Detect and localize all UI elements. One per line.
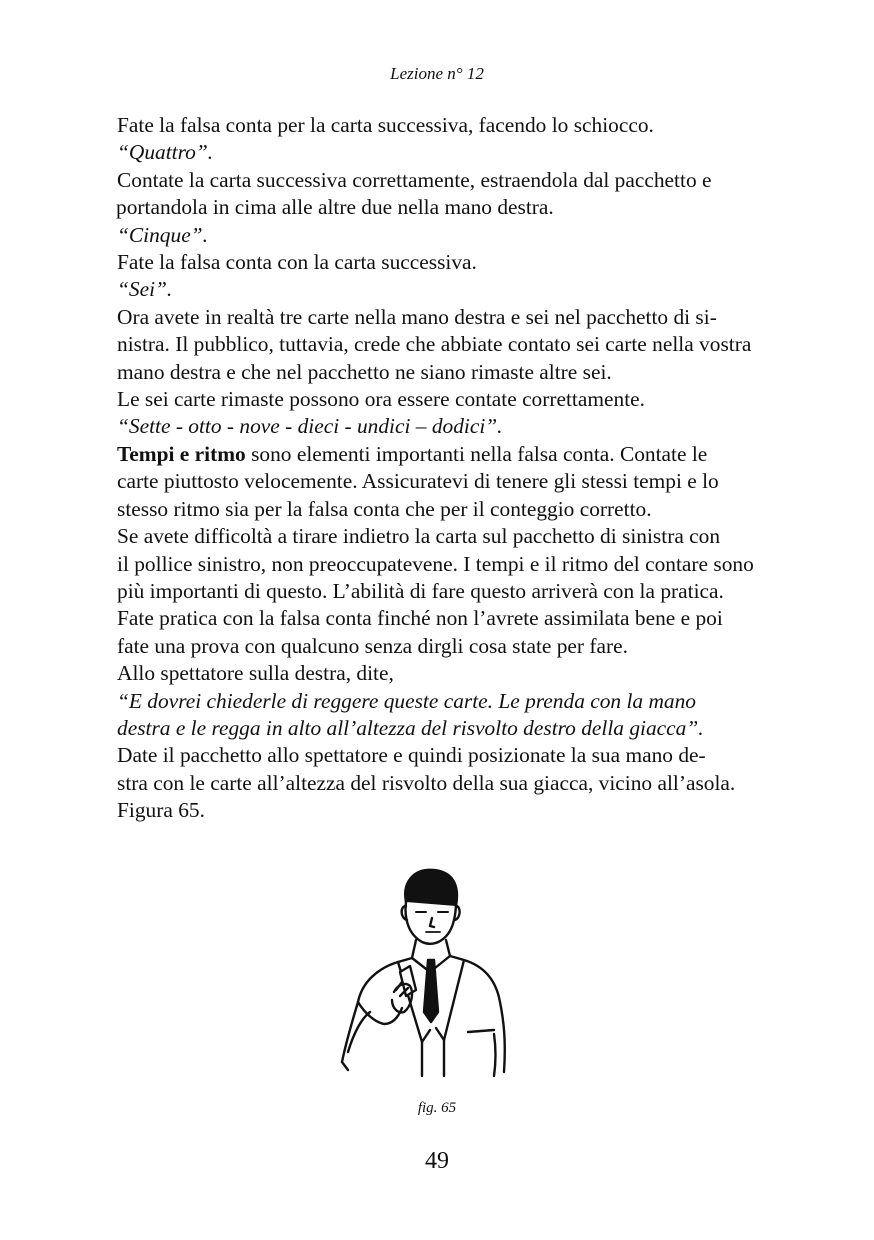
paragraph-line: il pollice sinistro, non preoccupatevene. I tempi e il ritmo del contare sono <box>117 551 754 576</box>
dialogue-line: “Sette - otto - nove - dieci - undici – dodici”. <box>117 414 503 439</box>
body-text <box>117 112 757 825</box>
dialogue-line: “Quattro”. <box>117 140 214 165</box>
running-header: Lezione n° 12 <box>390 64 484 83</box>
bold-term: Tempi e ritmo <box>117 441 246 466</box>
paragraph-line: Date il pacchetto allo spettatore e quindi posizionate la sua mano de- <box>117 743 706 768</box>
paragraph-line: Fate pratica con la falsa conta finché non l’avrete assimilata bene e poi <box>117 606 723 631</box>
paragraph-line: Fate la falsa conta con la carta successiva. <box>117 250 477 275</box>
paragraph-line: più importanti di questo. L’abilità di fare questo arriverà con la pratica. <box>117 578 724 603</box>
man-holding-cards-illustration <box>318 862 513 1082</box>
paragraph-line: Figura 65. <box>117 798 205 823</box>
dialogue-line: “Sei”. <box>117 277 173 302</box>
paragraph-line: stra con le carte all’altezza del risvolto della sua giacca, vicino all’asola. <box>117 770 736 795</box>
paragraph-line: Le sei carte rimaste possono ora essere contate correttamente. <box>117 387 645 412</box>
paragraph-line: Contate la carta successiva correttamente, estraendola dal pacchetto e <box>117 167 712 192</box>
paragraph-line: mano destra e che nel pacchetto ne siano rimaste altre sei. <box>117 359 612 384</box>
figure-caption: fig. 65 <box>417 1100 457 1116</box>
paragraph-line: stesso ritmo sia per la falsa conta che per il conteggio corretto. <box>117 496 652 521</box>
paragraph-line: carte piuttosto velocemente. Assicuratevi di tenere gli stessi tempi e lo <box>117 469 719 494</box>
paragraph-line: Se avete difficoltà a tirare indietro la carta sul pacchetto di sinistra con <box>117 524 721 549</box>
dialogue-line: destra e le regga in alto all’altezza del risvolto destro della giacca”. <box>117 715 704 740</box>
page-number: 49 <box>425 1148 449 1174</box>
paragraph-line: Allo spettatore sulla destra, dite, <box>117 661 394 686</box>
paragraph-line: Fate la falsa conta per la carta successiva, facendo lo schiocco. <box>117 113 654 137</box>
paragraph-line: fate una prova con qualcuno senza dirgli cosa state per fare. <box>117 633 628 658</box>
paragraph-text: sono elementi importanti nella falsa conta. Contate le <box>245 441 708 466</box>
dialogue-line: “Cinque”. <box>117 222 208 247</box>
paragraph-line: portandola in cima alle altre due nella mano destra. <box>116 195 554 220</box>
paragraph-line: nistra. Il pubblico, tuttavia, crede che abbiate contato sei carte nella vostra <box>117 332 752 357</box>
dialogue-line: “E dovrei chiederle di reggere queste carte. Le prenda con la mano <box>117 688 696 713</box>
paragraph-line <box>117 441 757 468</box>
paragraph-line: Ora avete in realtà tre carte nella mano destra e sei nel pacchetto di si- <box>117 304 717 329</box>
